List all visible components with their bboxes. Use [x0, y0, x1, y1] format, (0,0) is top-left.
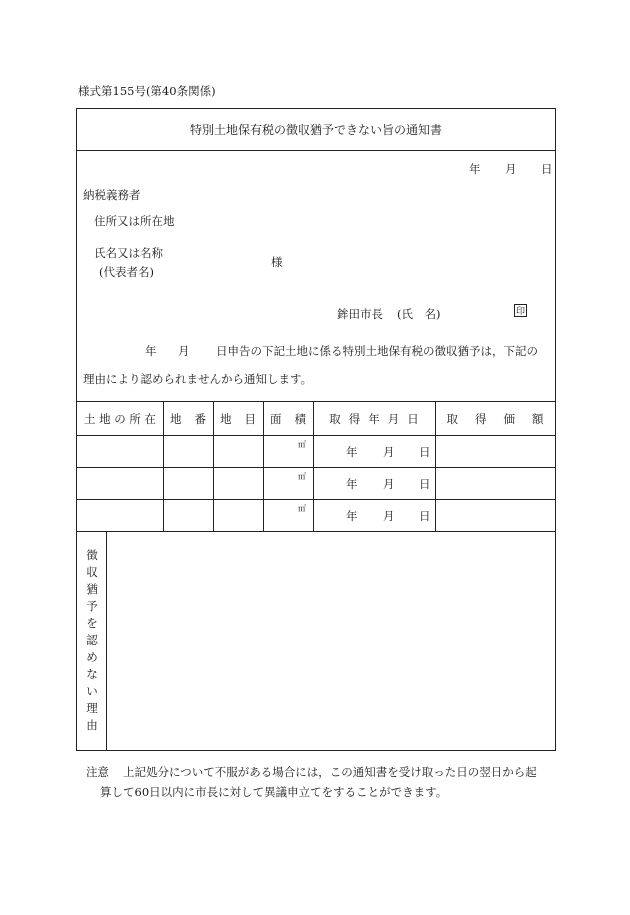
representative-label: (代表者名): [99, 265, 154, 279]
notice-form: [76, 108, 561, 751]
header-location-text: 土 地 の 所 在: [84, 411, 156, 426]
header-acquisition-price: [435, 402, 561, 435]
table-header-border: [77, 435, 555, 436]
body-line-2: 理由により認められませんから通知します。: [83, 372, 313, 386]
form-title: 特別土地保有税の徴収猶予できない旨の通知書: [189, 123, 442, 137]
body-year-label: 年: [145, 344, 157, 358]
area-unit: ㎡: [298, 440, 306, 449]
reason-label-char: を: [86, 615, 98, 630]
issuer-name-label: (氏 名): [397, 307, 441, 321]
header-location: [77, 402, 163, 435]
row-date-month: 月: [383, 509, 395, 523]
row-date-month: 月: [383, 477, 395, 491]
header-acquisition-date-text: 取得年月日: [329, 411, 427, 426]
note-line-1: [86, 762, 556, 782]
note-text-2: 算して60日以内に市長に対して異議申立てをすることができます。: [100, 785, 448, 799]
header-acquisition-price-text: 取得価額: [446, 411, 561, 426]
form-number-label: 様式第155号(第40条関係): [78, 84, 216, 98]
note-text-1: 上記処分について不服がある場合には，この通知書を受け取った日の翌日から起: [123, 765, 537, 779]
date-day-label: 日: [541, 162, 553, 176]
body-line-1: 日申告の下記土地に係る特別土地保有税の徴収猶予は，下記の: [216, 344, 538, 358]
header-lot-number-text: 地番: [170, 411, 219, 426]
area-unit: ㎡: [298, 504, 306, 513]
taxpayer-heading: 納税義務者: [83, 188, 141, 202]
header-land-category: [213, 402, 269, 435]
header-acquisition-date: [313, 402, 435, 435]
reason-label-char: 徴: [86, 547, 98, 562]
row-date-year: 年: [346, 477, 358, 491]
date-year-label: 年: [469, 162, 481, 176]
address-label: 住所又は所在地: [94, 214, 175, 228]
table-bottom-border: [77, 531, 555, 532]
date-month-label: 月: [505, 162, 517, 176]
note: [86, 762, 556, 802]
seal-mark: 印: [514, 304, 527, 317]
header-lot-number: [163, 402, 219, 435]
row-date-month: 月: [383, 445, 395, 459]
reason-label-char: な: [86, 666, 98, 681]
table-row-border: [77, 467, 555, 468]
reason-label-char: 猶: [86, 581, 98, 596]
row-date-day: 日: [419, 509, 431, 523]
area-unit: ㎡: [298, 472, 306, 481]
reason-label-char: 収: [86, 564, 98, 579]
reason-label-char: い: [86, 683, 98, 698]
reason-label-char: 理: [86, 700, 98, 715]
reason-label: [77, 531, 107, 749]
honorific-label: 様: [271, 255, 283, 269]
name-label: 氏名又は名称: [94, 246, 163, 260]
body-month-label: 月: [178, 344, 190, 358]
reason-label-char: め: [86, 649, 98, 664]
table-row-border: [77, 499, 555, 500]
row-date-day: 日: [419, 477, 431, 491]
header-area-text: 面積: [270, 411, 319, 426]
note-prefix: 注意: [86, 765, 109, 779]
issuer-title: 鉾田市長: [337, 307, 383, 321]
row-date-year: 年: [346, 445, 358, 459]
divider: [77, 150, 555, 151]
reason-label-char: 予: [86, 598, 98, 613]
header-area: [263, 402, 319, 435]
reason-label-char: 由: [86, 717, 98, 732]
reason-label-char: 認: [86, 632, 98, 647]
header-land-category-text: 地目: [220, 411, 269, 426]
row-date-year: 年: [346, 509, 358, 523]
row-date-day: 日: [419, 445, 431, 459]
